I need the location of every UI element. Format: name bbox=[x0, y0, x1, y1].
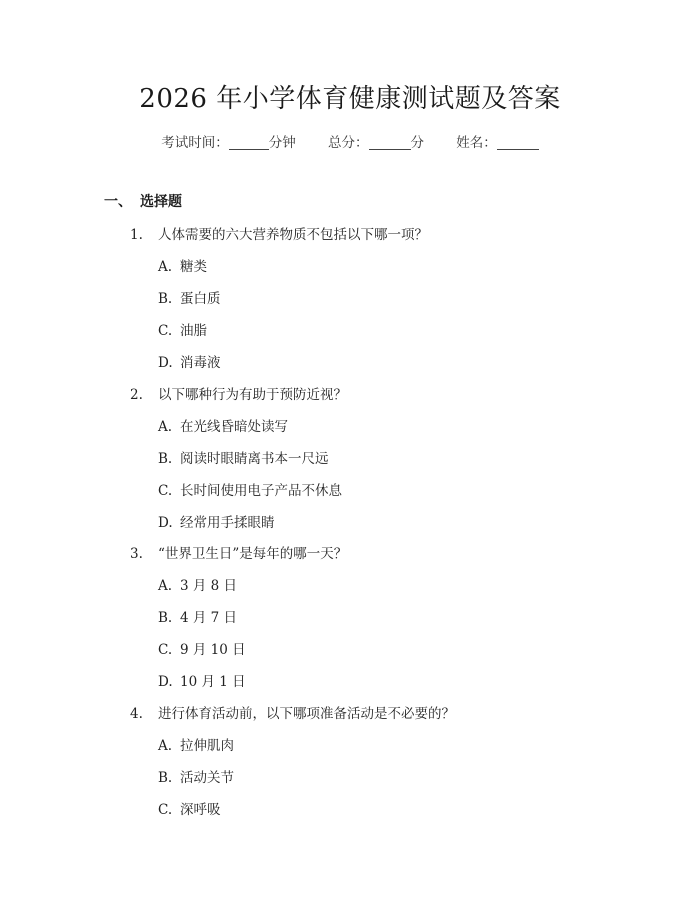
option-text: 糖类 bbox=[180, 259, 207, 275]
option-text: 在光线昏暗处读写 bbox=[180, 419, 288, 435]
total-score-unit: 分 bbox=[410, 135, 424, 151]
option-text: 深呼吸 bbox=[180, 802, 221, 818]
option-text: 蛋白质 bbox=[180, 291, 221, 307]
option-letter: D. bbox=[158, 515, 173, 531]
option-letter: D. bbox=[158, 674, 173, 690]
option-letter: B. bbox=[158, 291, 173, 307]
question-text: 人体需要的六大营养物质不包括以下哪一项？ bbox=[158, 227, 428, 243]
question-number: 3. bbox=[130, 546, 143, 562]
option-letter: B. bbox=[158, 770, 173, 786]
q4-option-a bbox=[158, 734, 234, 754]
option-text: 经常用手揉眼睛 bbox=[180, 515, 275, 531]
student-name-blank bbox=[497, 148, 539, 150]
section-title: 选择题 bbox=[140, 194, 182, 210]
question-number: 4. bbox=[130, 706, 143, 722]
q1-option-b bbox=[158, 287, 221, 307]
question-2 bbox=[130, 383, 347, 403]
exam-info-line bbox=[0, 131, 700, 151]
option-text: 油脂 bbox=[180, 323, 207, 339]
option-text: 消毒液 bbox=[180, 355, 221, 371]
q1-option-c bbox=[158, 319, 207, 339]
question-text: 进行体育活动前，以下哪项准备活动是不必要的？ bbox=[158, 706, 455, 722]
total-score-field bbox=[328, 131, 424, 151]
option-letter: C. bbox=[158, 483, 173, 499]
total-score-label: 总分： bbox=[328, 135, 369, 151]
question-1 bbox=[130, 223, 428, 243]
option-letter: C. bbox=[158, 802, 173, 818]
exam-time-blank bbox=[229, 148, 269, 150]
option-text: 长时间使用电子产品不休息 bbox=[180, 483, 342, 499]
section-heading bbox=[104, 191, 182, 211]
q1-option-a bbox=[158, 255, 207, 275]
option-letter: B. bbox=[158, 451, 173, 467]
option-text: 10 月 1 日 bbox=[180, 674, 246, 690]
option-text: 活动关节 bbox=[180, 770, 234, 786]
total-score-blank bbox=[369, 148, 411, 150]
q2-option-a bbox=[158, 415, 288, 435]
exam-time-label: 考试时间： bbox=[161, 135, 229, 151]
q2-option-c bbox=[158, 479, 342, 499]
q1-option-d bbox=[158, 351, 221, 371]
page-title: 2026 年小学体育健康测试题及答案 bbox=[139, 84, 561, 114]
question-number: 1. bbox=[130, 227, 143, 243]
option-text: 4 月 7 日 bbox=[180, 610, 238, 626]
student-name-field bbox=[456, 131, 539, 151]
option-letter: A. bbox=[158, 419, 173, 435]
option-text: 阅读时眼睛离书本一尺远 bbox=[180, 451, 329, 467]
option-text: 3 月 8 日 bbox=[180, 578, 238, 594]
q4-option-b bbox=[158, 766, 234, 786]
q3-option-c bbox=[158, 638, 246, 658]
q3-option-b bbox=[158, 606, 237, 626]
exam-time-field bbox=[161, 131, 296, 151]
question-number: 2. bbox=[130, 387, 143, 403]
option-letter: A. bbox=[158, 259, 173, 275]
student-name-label: 姓名： bbox=[456, 135, 497, 151]
q4-option-c bbox=[158, 798, 221, 818]
option-letter: A. bbox=[158, 738, 173, 754]
option-letter: C. bbox=[158, 323, 173, 339]
option-text: 拉伸肌肉 bbox=[180, 738, 234, 754]
question-text: “世界卫生日”是每年的哪一天？ bbox=[158, 546, 348, 562]
q2-option-b bbox=[158, 447, 329, 467]
option-letter: A. bbox=[158, 578, 173, 594]
option-letter: B. bbox=[158, 610, 173, 626]
q3-option-a bbox=[158, 574, 237, 594]
option-text: 9 月 10 日 bbox=[180, 642, 246, 658]
question-3 bbox=[130, 542, 347, 562]
exam-time-unit: 分钟 bbox=[268, 135, 296, 151]
section-number: 一、 bbox=[104, 194, 132, 210]
question-4 bbox=[130, 702, 455, 722]
q3-option-d bbox=[158, 670, 246, 690]
question-text: 以下哪种行为有助于预防近视？ bbox=[158, 387, 347, 403]
q2-option-d bbox=[158, 511, 275, 531]
option-letter: D. bbox=[158, 355, 173, 371]
option-letter: C. bbox=[158, 642, 173, 658]
